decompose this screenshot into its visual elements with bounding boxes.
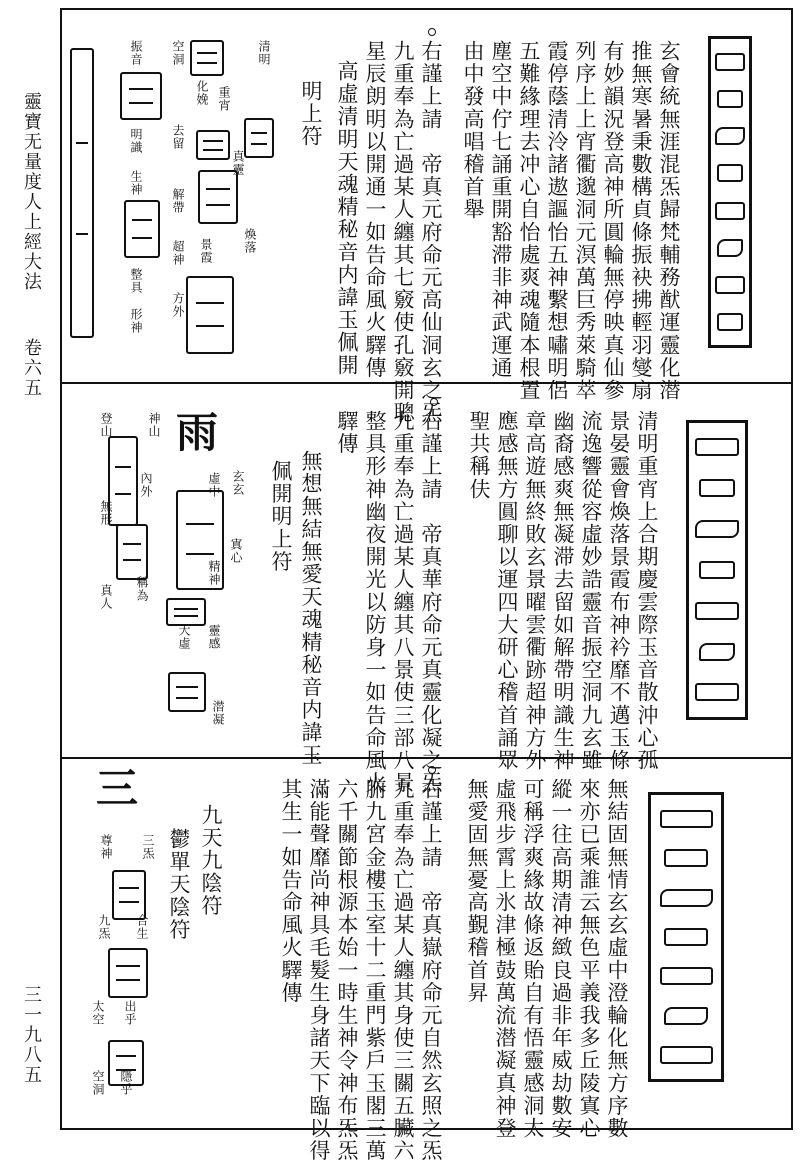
text-column: 九重奉為亡過某人纏其七竅使孔竅開聰 [391,40,415,425]
talisman-note: 清明 [257,40,271,66]
talisman-note: 隱乎 [119,1070,133,1096]
text-column: 無想無結無愛天魂精秘音内諱玉 [299,450,323,767]
text-column: 推無寒暑秉數構貞條振袂拂輕羽燮扇 [629,40,653,402]
talisman-note: 寘心 [229,538,243,564]
text-column: 九重奉為亡過某人纏其身使三關五臟六 [391,778,415,1162]
talisman-glyph [186,276,234,354]
text-column: 右謹上請 帝真華府命元真靈化凝之炁 [419,410,443,795]
talisman-note: 去留 [171,124,185,150]
book-title: 靈寶无量度人上經大法 [21,92,42,292]
seal-talisman [686,420,748,720]
talisman-note: 明識 [129,128,143,154]
text-column: 由中發高唱稽首舉 [461,40,485,221]
text-column: 滿能聲靡尚神具毛髮生身諸天下臨以得 [307,778,331,1162]
talisman-note: 解帶 [171,188,185,214]
talisman-note: 超神 [171,240,185,266]
text-column: 高虛清明天魂精秘音内諱玉佩開 [335,60,359,377]
talisman-long-glyph [70,48,94,338]
talisman-note: 尊神 [99,834,113,860]
text-column: 列序上上宵衢邈洞元溟萬巨秀萊騎萃 [573,40,597,402]
talisman-note: 虛中 [207,472,221,498]
talisman-note: 精神 [207,560,221,586]
talisman-glyph [112,870,146,920]
text-column: 其生一如告命風火驛傳 [279,778,303,1004]
talisman-note: 空洞 [171,40,185,66]
text-column: 五難緣理去冲心自怡處爽魂隨本根置 [517,40,541,402]
talisman-note: 形神 [129,308,143,334]
talisman-note: 太空 [91,1000,105,1026]
talisman-note: 出乎 [123,1000,137,1026]
text-column: 流逸響從容虛妙誥靈音振空洞九玄雖 [579,410,603,772]
text-column: 景晏靈會煥落景霞布神衿靡不邁玉條 [607,410,631,772]
talisman-note: 生神 [129,170,143,196]
talisman-note: 空洞 [91,1070,105,1096]
talisman-note: 合生 [135,914,149,940]
paragraph-marker [428,28,436,36]
talisman-glyph [244,118,274,158]
talisman-glyph [166,598,206,626]
volume-label: 卷六五 [21,338,42,398]
text-column: 驛傳 [335,410,359,456]
paragraph-marker [430,398,438,406]
text-column: 來亦已乘誰云無色平義我多丘陵寘心 [577,778,601,1140]
talisman-note: 振音 [129,40,143,66]
talisman-note: 方外 [171,292,185,318]
talisman-note: 化娩 [195,80,209,106]
text-column: 無愛固無憂高覲稽首昇 [465,778,489,1004]
text-column: 縱一往高期清神緻良過非年威劫數安 [549,778,573,1140]
text-column: 霞停蔭清泠諸遨謳怡五神繫想嘯明侶 [545,40,569,402]
text-column: 九重奉為亡過某人纏其八景使三部八景 [391,410,415,795]
text-column: 塵空中佇七誦重開豁滞非神武運通 [489,40,513,379]
talisman-note: 靈感 [207,624,221,650]
talisman-note: 煥落 [243,228,257,254]
talisman-note: 內外 [139,472,153,498]
talisman-note: 真人 [99,584,113,610]
talisman-note: 三炁 [141,834,155,860]
talisman-note: 真靈 [231,150,245,176]
talisman-glyph [198,170,238,224]
talisman-note: 大虛 [177,624,191,650]
talisman-note: 整具 [129,268,143,294]
talisman-note: 稱為 [135,576,149,602]
text-column: 星辰朗明以開通一如告命風火驛傳 [363,40,387,379]
paragraph-marker [428,766,436,774]
talisman-note: 登山 [99,412,113,438]
talisman-note: 景霞 [199,238,213,264]
talisman-note: 潜凝 [211,700,225,726]
talisman-glyph-rain: 雨 [176,408,219,457]
text-column: 鬱單天陰符 [167,828,191,941]
talisman-glyph [108,948,148,998]
talisman-note: 玄玄 [231,470,245,496]
text-column: 有妙韻況登高神所圓輪無停映真仙參 [601,40,625,402]
text-column: 右謹上請 帝真元府命元高仙洞玄之炁 [419,40,443,425]
talisman-note: 神山 [147,412,161,438]
text-column: 幽裔感爽無凝滞去留如解帶明識生神 [551,410,575,772]
text-column: 六千關節根源本始一時生神令神布炁炁 [335,778,359,1162]
text-column: 無結固無情玄玄虛中澄輪化無方序數 [605,778,629,1140]
text-column: 可稱浮爽緣故條返貽自有悟靈感洞太 [521,778,545,1140]
text-column: 腑九宮金樓玉室十二重門紫戶玉閣三萬 [363,778,387,1162]
text-column: 九天九陰符 [199,804,223,917]
talisman-glyph [190,40,224,76]
text-column: 整具形神幽夜開光以防身一如告命風火 [363,410,387,795]
text-column: 虛飛步霄上氷津極鼓萬流潜凝真神登 [493,778,517,1140]
page-number: 三一九八五 [21,985,42,1085]
seal-talisman [708,36,752,348]
talisman-note: 無形 [99,500,113,526]
talisman-note: 重宵 [217,86,231,112]
seal-talisman [648,792,724,1082]
text-column: 玄會統無涯混炁歸梵輔務猷運靈化潜 [657,40,681,402]
text-column: 章高遊無終敗玄景曜雲衢跡超神方外 [523,410,547,772]
talisman-glyph-three: 三 [96,764,139,813]
talisman-glyph [120,72,162,120]
talisman-glyph [168,672,206,712]
text-column: 清明重宵上合期慶雲際玉音散沖心孤 [635,410,659,772]
talisman-note: 九炁 [97,914,111,940]
talisman-glyph [116,524,148,580]
talisman-glyph [196,130,230,160]
text-column: 明上符 [299,80,323,148]
text-column: 聖共稱伕 [467,410,491,501]
text-column: 應感無方圓聊以運四大研心稽首誦眾 [495,410,519,772]
talisman-glyph [124,200,160,258]
text-column: 右謹上請 帝真嶽府命元自然玄照之炁 [419,778,443,1162]
text-column: 佩開明上符 [269,460,293,573]
